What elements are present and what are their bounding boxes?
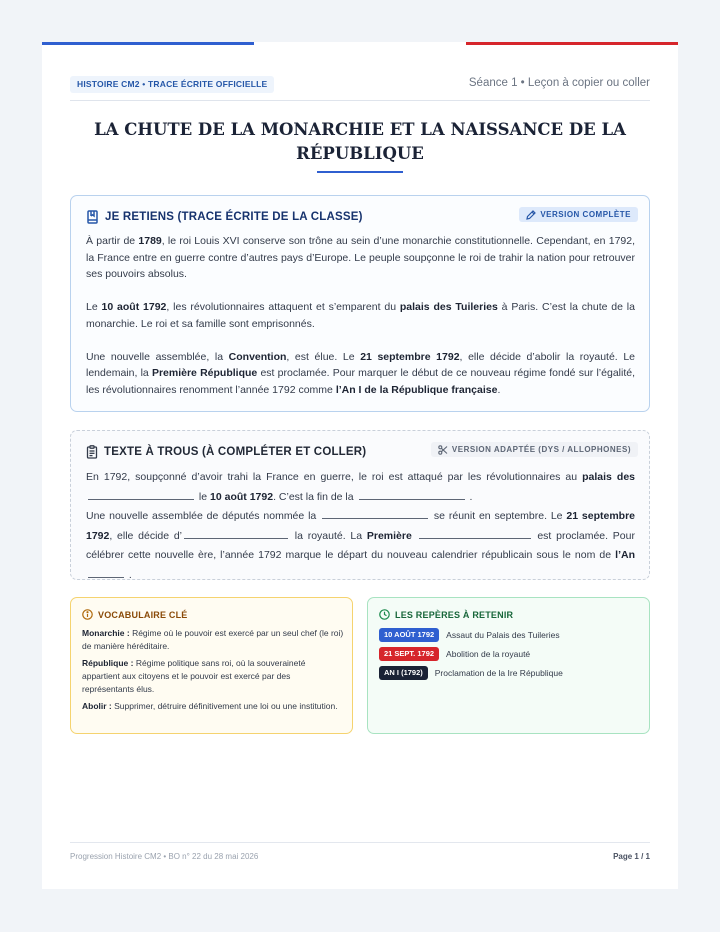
repere-item (379, 666, 563, 680)
vocab-entry (82, 657, 344, 696)
blank-field[interactable] (359, 489, 465, 500)
tricolor-band (42, 42, 678, 45)
date-badge: 21 SEPT. 1792 (379, 647, 439, 661)
vocab-title: VOCABULAIRE CLÉ (98, 609, 188, 620)
key-date: 10 août 1792 (210, 490, 274, 503)
blank-field[interactable] (184, 528, 288, 539)
key-term: Convention (228, 350, 287, 363)
blank-field[interactable] (88, 567, 124, 578)
page-header (70, 76, 650, 101)
retiens-title: JE RETIENS (TRACE ÉCRITE DE LA CLASSE) (105, 211, 363, 223)
repere-item (379, 628, 560, 642)
text-segment: à Paris. C’est la chute de la monarchie. Le roi et sa famille sont emprisonnés. (86, 301, 635, 330)
trous-text (86, 468, 635, 585)
retiens-text (86, 233, 635, 398)
key-date: 21 septembre 1792 (86, 510, 635, 542)
key-date: 21 septembre 1792 (360, 350, 460, 363)
book-icon (86, 210, 99, 224)
vocab-heading (82, 609, 188, 620)
page-footer (70, 842, 650, 866)
text-segment: se réunit en septembre. Le (430, 510, 567, 522)
text-segment: . (126, 568, 132, 581)
vocab-term: Monarchie : (82, 628, 130, 638)
session-label: Séance 1 • Leçon à copier ou coller (468, 77, 650, 89)
vocab-entry (82, 627, 344, 653)
tricolor-blue (42, 42, 254, 45)
version-complete-badge (519, 207, 638, 222)
text-segment: , est élue. Le (286, 350, 361, 363)
key-term: l’An (615, 549, 635, 561)
trous-paragraph-1 (86, 468, 635, 507)
text-segment: À partir de (86, 235, 139, 247)
blank-field[interactable] (88, 489, 194, 500)
date-badge: 10 AOÛT 1792 (379, 628, 439, 642)
title-underline (317, 171, 403, 173)
key-date: 10 août 1792 (101, 301, 167, 313)
text-segment: Une nouvelle assemblée, la (86, 350, 229, 363)
text-segment: En 1792, soupçonné d’avoir trahi la France en guerre, le roi est attaqué par les révolutionnaires au (86, 471, 583, 483)
retiens-heading (86, 210, 363, 224)
clock-icon (379, 609, 390, 620)
text-segment: , elle décide d’ (109, 529, 183, 542)
vocab-term: Abolir : (82, 701, 112, 711)
retiens-paragraph-1 (86, 233, 635, 283)
text-segment: , elle décide d’abolir la royauté. Le lendemain, la (86, 350, 635, 379)
key-term: l’An I de la République française (335, 383, 498, 396)
tricolor-white (254, 42, 466, 45)
blank-field[interactable] (322, 508, 428, 519)
vocab-definition: Régime politique sans roi, où la souveraineté appartient aux citoyens et le pouvoir est exercé par des représentants élus. (82, 658, 306, 694)
text-segment: est proclamée. Pour marquer le début de ce nouveau régime fondé sur l’égalité, les révolutionnaires renomment l’année 1792 comme (86, 367, 636, 396)
retiens-box (70, 195, 650, 412)
vocab-entry (82, 700, 344, 713)
clipboard-icon (86, 445, 98, 459)
trous-paragraph-2 (86, 507, 635, 585)
key-term: palais des (582, 471, 635, 483)
trous-heading (86, 445, 366, 459)
text-segment: la royauté. La (290, 529, 367, 542)
vocab-term: République : (82, 658, 134, 668)
version-complete-label: VERSION COMPLÈTE (540, 210, 631, 219)
repere-label: Abolition de la royauté (446, 649, 531, 659)
key-date: 1789 (138, 235, 162, 247)
repere-item (379, 647, 530, 661)
info-icon (82, 609, 93, 620)
subject-tag: HISTOIRE CM2 • TRACE ÉCRITE OFFICIELLE (70, 76, 274, 93)
text-segment: le (196, 490, 211, 503)
date-badge: AN I (1792) (379, 666, 428, 680)
retiens-paragraph-3 (86, 349, 635, 399)
repere-label: Assaut du Palais des Tuileries (446, 630, 560, 640)
text-segment: . C’est la fin de la (273, 490, 357, 503)
version-adaptee-label: VERSION ADAPTÉE (DYS / ALLOPHONES) (451, 445, 631, 454)
key-term: Première (366, 529, 412, 542)
page-number: Page 1 / 1 (613, 852, 650, 861)
repere-label: Proclamation de la Ire République (434, 668, 563, 678)
page-title: LA CHUTE DE LA MONARCHIE ET LA NAISSANCE DE LA RÉPUBLIQUE (94, 120, 626, 163)
tricolor-red (466, 42, 678, 45)
reperes-box (367, 597, 650, 734)
text-segment: est proclamée. Pour célébrer cette nouvelle ère, l’année 1792 marque le départ du nouveau calendrier républicain sous le nom de (86, 529, 635, 561)
retiens-paragraph-2 (86, 299, 635, 332)
texte-a-trous-box (70, 430, 650, 580)
key-term: palais des Tuileries (399, 301, 498, 313)
reperes-heading (379, 609, 513, 620)
vocab-definition: Régime où le pouvoir est exercé par un seul chef (le roi) de manière héréditaire. (82, 628, 344, 651)
footer-source: Progression Histoire CM2 • BO n° 22 du 28 mai 2026 (70, 852, 259, 861)
vocab-definition: Supprimer, détruire définitivement une loi ou une institution. (111, 701, 338, 711)
text-segment: Une nouvelle assemblée de députés nommée la (86, 510, 321, 522)
pencil-icon (526, 210, 536, 220)
blank-field[interactable] (419, 528, 531, 539)
reperes-title: LES REPÈRES À RETENIR (395, 609, 514, 620)
trous-title: TEXTE À TROUS (À COMPLÉTER ET COLLER) (104, 446, 367, 458)
text-segment: , le roi Louis XVI conserve son trône au sein d’une monarchie constitutionnelle. Cependant, en 1792, la France entre en guerre contre d’autres pays d’Europe. Le peuple soupçonne le roi de trahir la nation pour retrouver ses pouvoirs absolus. (86, 235, 635, 280)
text-segment: . (466, 490, 473, 503)
text-segment: Le (86, 301, 102, 313)
key-term: Première République (151, 367, 258, 379)
vocabulaire-box (70, 597, 353, 734)
vocab-definitions (82, 627, 344, 717)
version-adaptee-badge (431, 442, 638, 457)
text-segment: . (497, 383, 501, 396)
text-segment: , les révolutionnaires attaquent et s’emparent du (166, 301, 400, 313)
document-page (42, 42, 678, 889)
scissors-icon (438, 445, 448, 455)
